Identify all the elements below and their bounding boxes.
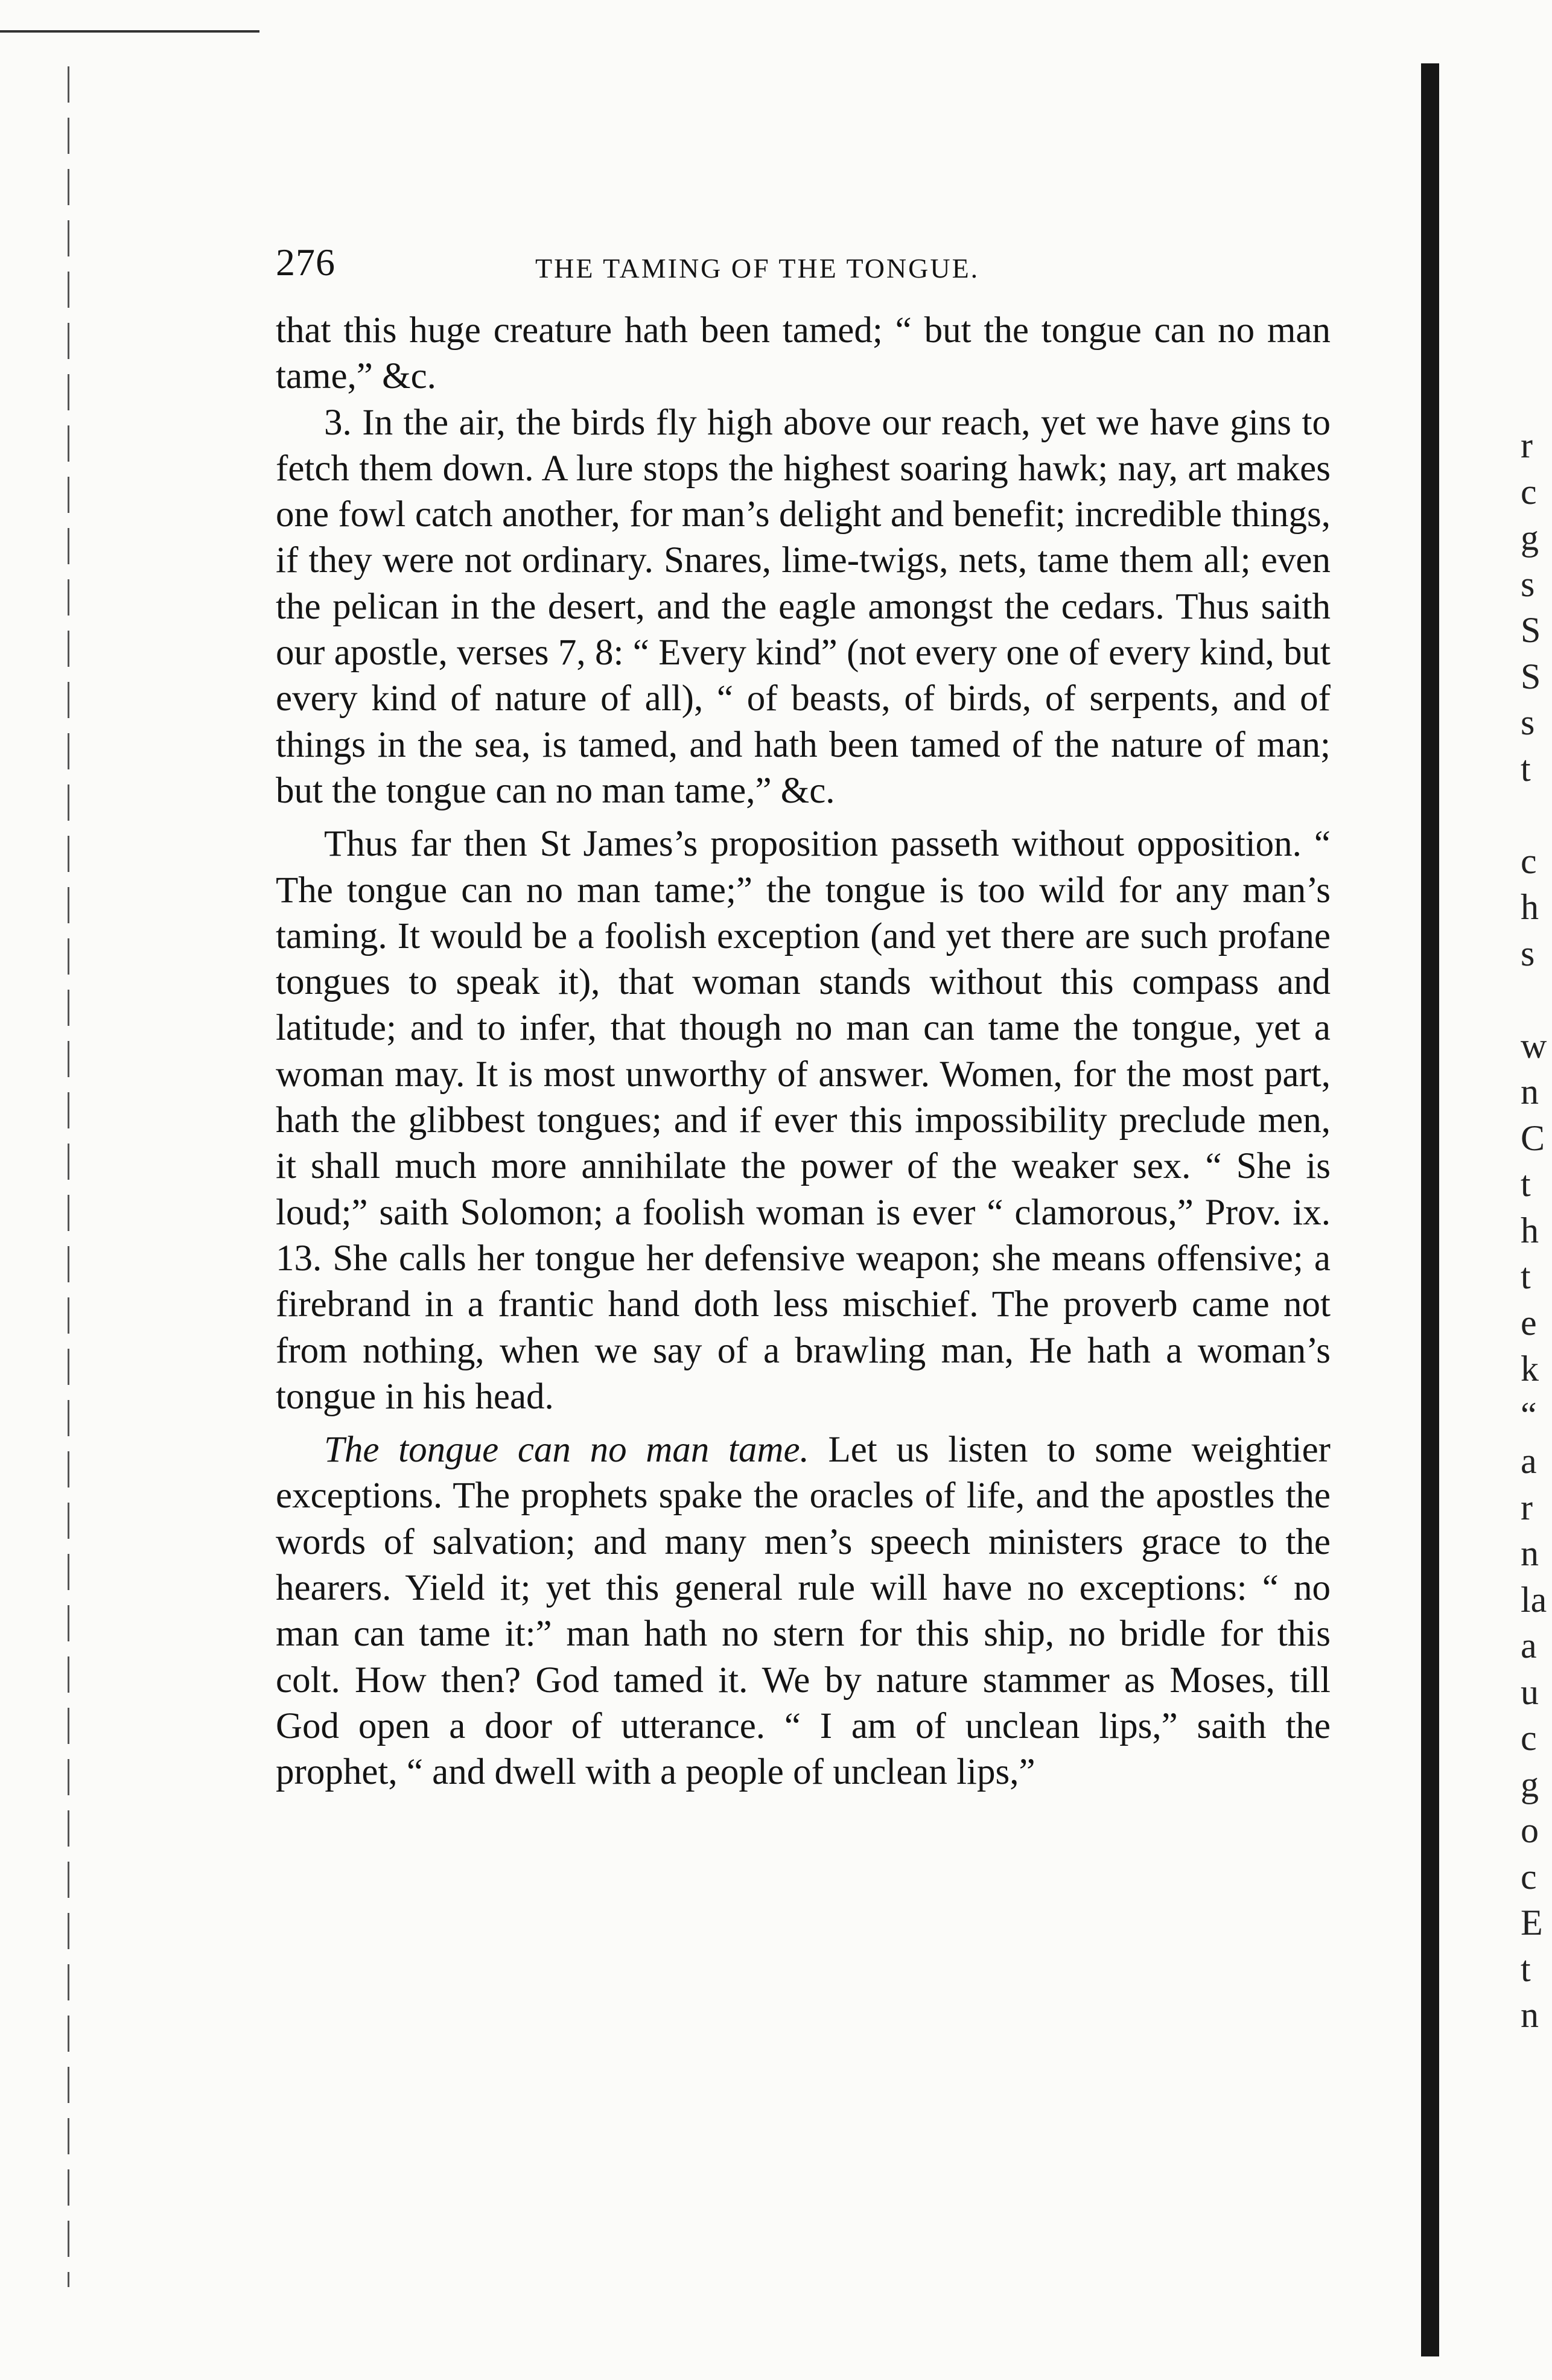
body-text bbox=[276, 308, 1331, 1796]
paragraph-4 bbox=[276, 1427, 1331, 1795]
facing-fragment: g bbox=[1521, 518, 1539, 558]
facing-fragment: n bbox=[1521, 1995, 1539, 2035]
facing-fragment: c bbox=[1521, 471, 1537, 512]
facing-fragment: S bbox=[1521, 610, 1541, 650]
facing-fragment: o bbox=[1521, 1810, 1539, 1850]
facing-fragment bbox=[1521, 976, 1552, 1023]
paragraph-4-text: Let us listen to some weightier exceptions. The prophets spake the oracles of life, and the apostles the words of salvation; and many men’s speech ministers grace to the hearers. Yield it; yet this general rule will have no exceptions: “ no man can tame it:” man hath no stern for this ship, no bridle for this colt. How then? God tamed it. We by nature stammer as Moses, till God open a door of utterance. “ I am of unclean lips,” saith the prophet, “ and dwell with a people of unclean lips,” bbox=[276, 1430, 1331, 1793]
facing-fragment: r bbox=[1521, 1487, 1533, 1527]
facing-fragment: u bbox=[1521, 1672, 1539, 1712]
facing-fragment: s bbox=[1521, 933, 1535, 973]
facing-fragment: n bbox=[1521, 1533, 1539, 1573]
facing-fragment: E bbox=[1521, 1903, 1543, 1942]
facing-fragment: la bbox=[1521, 1579, 1547, 1620]
facing-page-fragments bbox=[1521, 422, 1552, 2038]
facing-fragment: t bbox=[1521, 748, 1531, 789]
facing-fragment: S bbox=[1521, 656, 1541, 696]
paragraph-2: 3. In the air, the birds fly high above our reach, yet we have gins to fetch them down. A lure stops the highest soaring hawk; nay, art makes one fowl catch another, for man’s delight and benefit; incredible things, if they were not ordinary. Snares, lime-twigs, nets, tame them all; even the pelican in the desert, and the eagle amongst the cedars. Thus saith our apostle, verses 7, 8: “ Every kind” (not every one of every kind, but every kind of nature of all), “ of beasts, of birds, of serpents, and of things in the sea, is tamed, and hath been tamed of the nature of man; but the tongue can no man tame,” &c. bbox=[276, 402, 1331, 811]
facing-fragment: w bbox=[1521, 1025, 1547, 1066]
running-head: THE TAMING OF THE TONGUE. bbox=[535, 253, 980, 284]
gutter-line bbox=[68, 66, 69, 2287]
page-number: 276 bbox=[276, 241, 336, 284]
facing-fragment: s bbox=[1521, 564, 1535, 604]
facing-fragment: “ bbox=[1521, 1395, 1537, 1435]
facing-fragment: c bbox=[1521, 841, 1537, 881]
facing-fragment bbox=[1521, 792, 1552, 838]
binding-shadow bbox=[1421, 63, 1439, 2356]
facing-fragment: e bbox=[1521, 1302, 1537, 1343]
facing-fragment: h bbox=[1521, 1210, 1539, 1250]
facing-fragment: C bbox=[1521, 1118, 1545, 1158]
facing-fragment: k bbox=[1521, 1349, 1539, 1389]
paragraph-4-lead: The tongue can no man tame. bbox=[324, 1430, 809, 1471]
facing-fragment: n bbox=[1521, 1072, 1539, 1112]
paragraph-1: that this huge creature hath been tamed; “ but the tongue can no man tame,” &c. bbox=[276, 310, 1331, 397]
facing-fragment: t bbox=[1521, 1256, 1531, 1296]
facing-fragment: g bbox=[1521, 1764, 1539, 1804]
facing-fragment: s bbox=[1521, 702, 1535, 742]
paragraph-3: Thus far then St James’s proposition passeth without opposition. “ The tongue can no man tame;” the tongue is too wild for any man’s taming. It would be a foolish exception (and yet there are such profane tongues to speak it), that woman stands without this compass and latitude; and to infer, that though no man can tame the tongue, yet a woman may. It is most unworthy of answer. Women, for the most part, hath the glibbest tongues; and if ever this impossibility preclude men, it shall much more annihilate the power of the weaker sex. “ She is loud;” saith Solomon; a foolish woman is ever “ clamorous,” Prov. ix. 13. She calls her tongue her defensive weapon; she means offensive; a firebrand in a frantic hand doth less mischief. The proverb came not from nothing, when we say of a brawling man, He hath a woman’s tongue in his head. bbox=[276, 824, 1331, 1417]
facing-fragment: c bbox=[1521, 1718, 1537, 1758]
facing-fragment: t bbox=[1521, 1949, 1531, 1989]
facing-fragment: r bbox=[1521, 425, 1533, 465]
page-header bbox=[276, 240, 1331, 296]
facing-fragment: c bbox=[1521, 1856, 1537, 1897]
facing-fragment: a bbox=[1521, 1441, 1537, 1481]
top-rule bbox=[0, 30, 259, 33]
facing-fragment: h bbox=[1521, 887, 1539, 927]
facing-fragment: a bbox=[1521, 1626, 1537, 1666]
facing-fragment: t bbox=[1521, 1164, 1531, 1204]
